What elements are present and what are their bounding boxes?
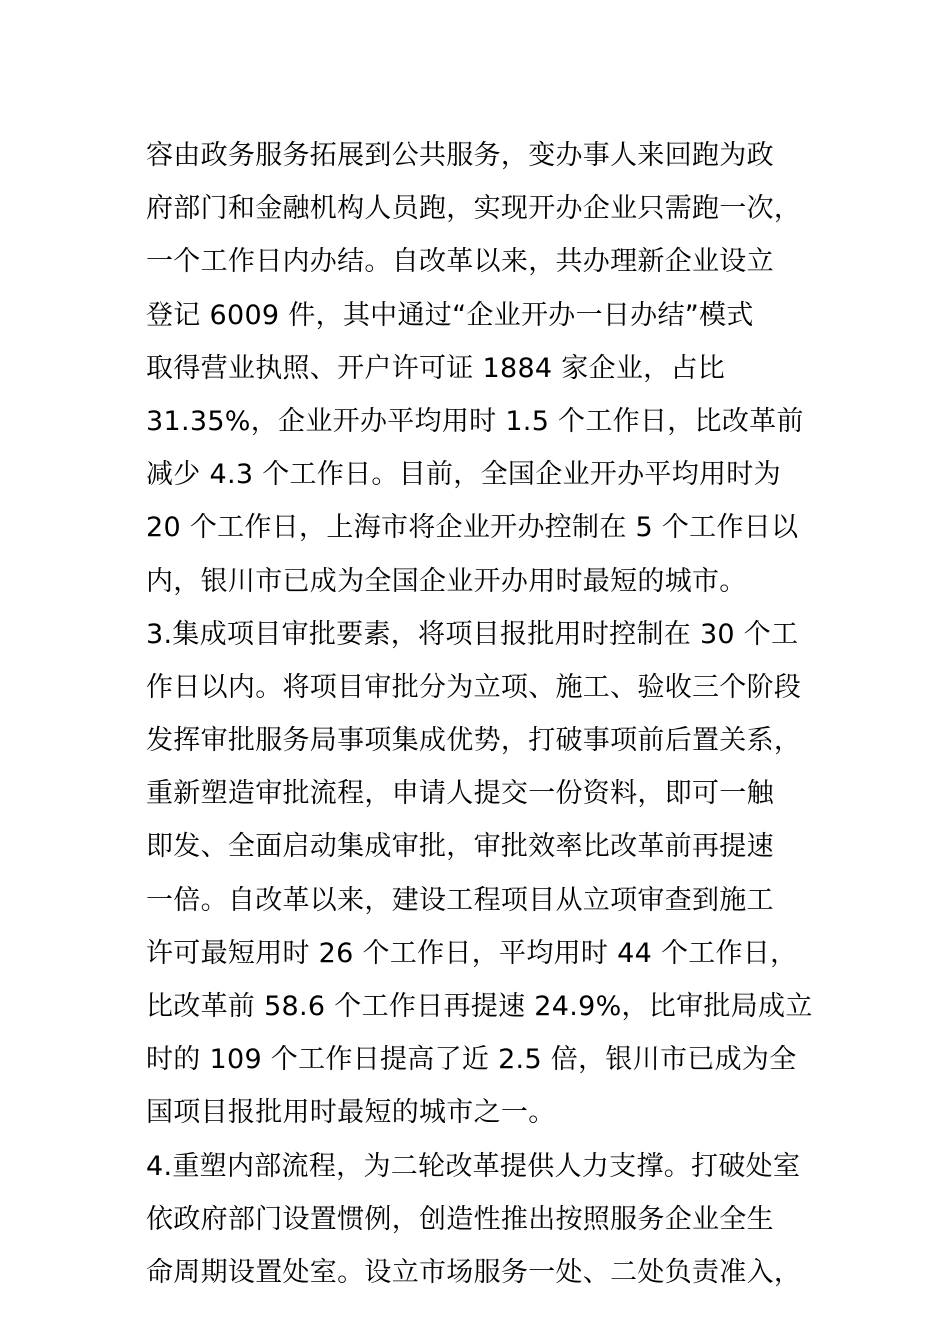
text-line: 作日以内。将项目审批分为立项、施工、验收三个阶段 [146,671,802,703]
text-line: 减少 4.3 个工作日。目前，全国企业开办平均用时为 [146,459,781,491]
text-line: 一倍。自改革以来，建设工程项目从立项审查到施工 [146,884,774,916]
text-line: 发挥审批服务局事项集成优势，打破事项前后置关系， [146,725,802,757]
text-line: 国项目报批用时最短的城市之一。 [146,1097,556,1129]
text-line: 府部门和金融机构人员跑，实现开办企业只需跑一次， [146,193,802,225]
text-line: 命周期设置处室。设立市场服务一处、二处负责准入， [146,1256,802,1288]
text-line: 依政府部门设置惯例，创造性推出按照服务企业全生 [146,1203,774,1235]
text-line: 许可最短用时 26 个工作日，平均用时 44 个工作日， [146,937,798,969]
text-line: 内，银川市已成为全国企业开办用时最短的城市。 [146,565,747,597]
text-line: 时的 109 个工作日提高了近 2.5 倍，银川市已成为全 [146,1044,797,1076]
section-heading-4: 4.重塑内部流程，为二轮改革提供人力支撑。打破处室 [146,1150,801,1182]
text-line: 取得营业执照、开户许可证 1884 家企业，占比 [146,352,726,384]
text-line: 一个工作日内办结。自改革以来，共办理新企业设立 [146,246,774,278]
text-line: 容由政务服务拓展到公共服务，变办事人来回跑为政 [146,140,774,171]
body-text [146,129,846,1299]
text-line: 31.35%，企业开办平均用时 1.5 个工作日，比改革前 [146,405,804,437]
text-line: 登记 6009 件，其中通过“企业开办一日办结”模式 [146,299,754,331]
text-line: 重新塑造审批流程，申请人提交一份资料，即可一触 [146,778,774,810]
text-line: 20 个工作日，上海市将企业开办控制在 5 个工作日以 [146,512,799,544]
section-heading-3: 3.集成项目审批要素，将项目报批用时控制在 30 个工 [146,618,799,650]
text-line: 即发、全面启动集成审批，审批效率比改革前再提速 [146,831,774,863]
text-line: 比改革前 58.6 个工作日再提速 24.9%，比审批局成立 [146,991,813,1022]
